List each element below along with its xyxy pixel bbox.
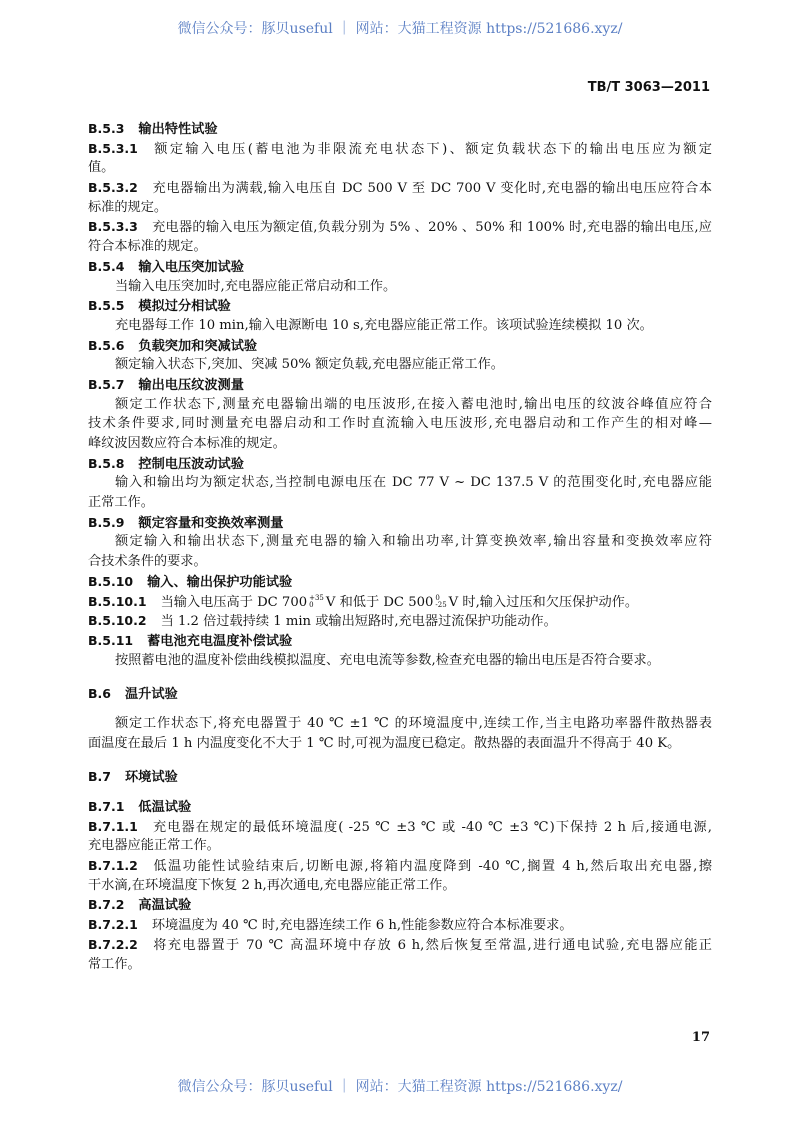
line-text: 低温试验 <box>138 800 192 815</box>
line-text: 按照蓄电池的温度补偿曲线模拟温度、充电电流等参数,检查充电器的输出电压是否符合要求。 <box>115 652 660 668</box>
line-text: 额定工作状态下,测量充电器输出端的电压波形,在接入蓄电池时,输出电压的纹波谷峰值应符合 <box>115 396 712 412</box>
text-line <box>88 876 712 896</box>
tolerance-lower: -25 <box>435 601 447 609</box>
clause-number: B.5.7 <box>88 376 125 392</box>
clause-number: B.7.1.2 <box>88 858 138 874</box>
line-text: 值。 <box>88 160 115 176</box>
text-line <box>88 611 712 631</box>
clause-number: B.5.10.2 <box>88 613 147 629</box>
line-text: 技术条件要求,同时测量充电器启动和工作时直流输入电压波形,充电器启动和工作产生的相对峰— <box>88 416 712 432</box>
clause-number: B.5.3.2 <box>88 180 138 196</box>
section-heading <box>88 375 712 395</box>
clause-number: B.7.2.1 <box>88 917 138 933</box>
text-line <box>88 277 712 297</box>
line-text: 符合本标准的规定。 <box>88 239 207 255</box>
line-text: 负载突加和突减试验 <box>138 338 258 354</box>
clause-number: B.7.1.1 <box>88 818 138 834</box>
line-text: 当 1.2 倍过载持续 1 min 或输出短路时,充电器过流保护功能动作。 <box>160 614 557 630</box>
line-text: 正常工作。 <box>88 495 154 511</box>
line-text: 充电器的输入电压为额定值,负载分别为 5% 、20% 、50% 和 100% 时,充电器的输出电压,应 <box>151 220 712 236</box>
clause-text: 当输入电压高于 DC 700 <box>160 594 308 610</box>
text-line <box>88 532 712 552</box>
line-text: 额定容量和变换效率测量 <box>138 515 284 531</box>
line-text: 蓄电池充电温度补偿试验 <box>147 633 293 649</box>
watermark-bottom: 微信公众号：豚贝useful ｜ 网站：大猫工程资源 https://521686.xyz/ <box>177 1079 623 1095</box>
clause-number: B.5.9 <box>88 514 125 530</box>
tolerance-lower: 0 <box>309 601 314 609</box>
section-heading <box>88 296 712 316</box>
section-heading <box>88 336 712 356</box>
line-text: 将充电器置于 70 ℃ 高温环境中存放 6 h,然后恢复至常温,进行通电试验,充电器应能正 <box>151 937 712 953</box>
text-line <box>88 217 712 237</box>
line-text: 合技术条件的要求。 <box>88 554 207 570</box>
section-heading <box>88 513 712 533</box>
text-line <box>88 434 712 454</box>
page-number: 17 <box>691 1030 710 1045</box>
text-line <box>88 955 712 975</box>
line-text: 当输入电压突加时,充电器应能正常启动和工作。 <box>115 278 397 294</box>
heading-b6 <box>88 684 712 704</box>
text-line <box>88 915 712 935</box>
line-text: 干水滴,在环境温度下恢复 2 h,再次通电,充电器应能正常工作。 <box>88 877 456 893</box>
paragraph-line: 面温度在最后 1 h 内温度变化不大于 1 ℃ 时,可视为温度已稳定。散热器的表面温升不得高于 40 K。 <box>88 735 681 751</box>
clause-number: B.5.3.3 <box>88 219 138 235</box>
text-line <box>88 355 712 375</box>
text-line <box>88 395 712 415</box>
heading-text: 环境试验 <box>124 770 178 786</box>
tolerance-upper: +35 <box>309 594 324 602</box>
text-line <box>88 158 712 178</box>
line-text: 环境温度为 40 ℃ 时,充电器连续工作 6 h,性能参数应符合本标准要求。 <box>151 918 573 934</box>
section-b7 <box>88 797 712 974</box>
line-text: 模拟过分相试验 <box>138 299 231 315</box>
clause-number: B.6 <box>88 686 111 702</box>
watermark-top: 微信公众号：豚贝useful ｜ 网站：大猫工程资源 https://521686.xyz/ <box>177 21 623 37</box>
text-line <box>88 414 712 434</box>
heading-text: 温升试验 <box>124 687 178 703</box>
section-heading <box>88 631 712 651</box>
clause-number: B.7.1 <box>88 799 125 814</box>
section-heading <box>88 895 712 915</box>
text-line <box>88 856 712 876</box>
line-text: 额定输入电压(蓄电池为非限流充电状态下)、额定负载状态下的输出电压应为额定 <box>151 141 712 157</box>
line-text: 充电器每工作 10 min,输入电源断电 10 s,充电器应能正常工作。该项试验连续模拟 10 次。 <box>115 317 653 333</box>
paragraph-line: 额定工作状态下,将充电器置于 40 ℃ ±1 ℃ 的环境温度中,连续工作,当主电路功率器件散热器表 <box>115 715 712 731</box>
text-line <box>88 817 712 837</box>
text-line <box>88 473 712 493</box>
text-line <box>88 836 712 856</box>
tolerance-1 <box>309 595 324 609</box>
text-line <box>88 237 712 257</box>
text-line <box>88 139 712 159</box>
section-b5 <box>88 119 712 592</box>
clause-number: B.7.2 <box>88 897 125 913</box>
line-text: 额定输入和输出状态下,测量充电器的输入和输出功率,计算变换效率,输出容量和变换效率应符 <box>115 534 712 550</box>
line-text: 标准的规定。 <box>88 199 168 215</box>
clause-b5-10-1 <box>88 592 712 612</box>
heading-b7 <box>88 767 712 787</box>
line-text: 输入电压突加试验 <box>138 259 244 275</box>
text-line <box>88 198 712 218</box>
line-text: 额定输入状态下,突加、突减 50% 额定负载,充电器应能正常工作。 <box>115 357 504 373</box>
section-b5-cont <box>88 611 712 670</box>
clause-text: V 和低于 DC 500 <box>325 594 434 610</box>
line-text: 低温功能性试验结束后,切断电源,将箱内温度降到 -40 ℃,搁置 4 h,然后取出充电器,擦 <box>151 859 712 875</box>
clause-number: B.5.11 <box>88 632 134 648</box>
text-line <box>88 651 712 671</box>
clause-text: V 时,输入过压和欠压保护动作。 <box>448 594 639 610</box>
text-line <box>88 316 712 336</box>
clause-number: B.5.5 <box>88 298 125 314</box>
text-line <box>88 493 712 513</box>
section-heading <box>88 454 712 474</box>
tolerance-2 <box>435 595 446 609</box>
clause-number: B.5.4 <box>88 258 125 274</box>
clause-number: B.5.10.1 <box>88 593 147 609</box>
line-text: 控制电压波动试验 <box>138 456 244 472</box>
section-heading <box>88 572 712 592</box>
section-heading <box>88 797 712 817</box>
line-text: 峰纹波因数应符合本标准的规定。 <box>88 436 286 451</box>
line-text: 输入、输出保护功能试验 <box>147 574 293 590</box>
line-text: 高温试验 <box>138 898 192 914</box>
line-text: 充电器在规定的最低环境温度( -25 ℃ ±3 ℃ 或 -40 ℃ ±3 ℃)下保持 2 h 后,接通电源, <box>151 819 712 835</box>
clause-number: B.5.3.1 <box>88 140 138 156</box>
line-text: 输出特性试验 <box>138 122 218 137</box>
clause-number: B.5.10 <box>88 573 134 589</box>
line-text: 输入和输出均为额定状态,当控制电源电压在 DC 77 V ~ DC 137.5 V 的范围变化时,充电器应能 <box>115 475 712 491</box>
text-line <box>88 178 712 198</box>
line-text: 充电器输出为满载,输入电压自 DC 500 V 至 DC 700 V 变化时,充电器的输出电压应符合本 <box>151 181 712 197</box>
standard-number: TB/T 3063—2011 <box>587 80 710 95</box>
clause-number: B.5.6 <box>88 337 125 353</box>
clause-number: B.7 <box>88 769 111 785</box>
document-body <box>88 119 712 974</box>
clause-number: B.5.3 <box>88 121 125 136</box>
tolerance-upper: 0 <box>435 594 440 602</box>
section-heading <box>88 257 712 277</box>
clause-number: B.7.2.2 <box>88 936 138 952</box>
text-line <box>88 552 712 572</box>
line-text: 充电器应能正常工作。 <box>88 838 220 854</box>
text-line <box>88 935 712 955</box>
line-text: 常工作。 <box>88 956 141 972</box>
line-text: 输出电压纹波测量 <box>138 377 244 393</box>
section-heading <box>88 119 712 139</box>
clause-number: B.5.8 <box>88 455 125 471</box>
